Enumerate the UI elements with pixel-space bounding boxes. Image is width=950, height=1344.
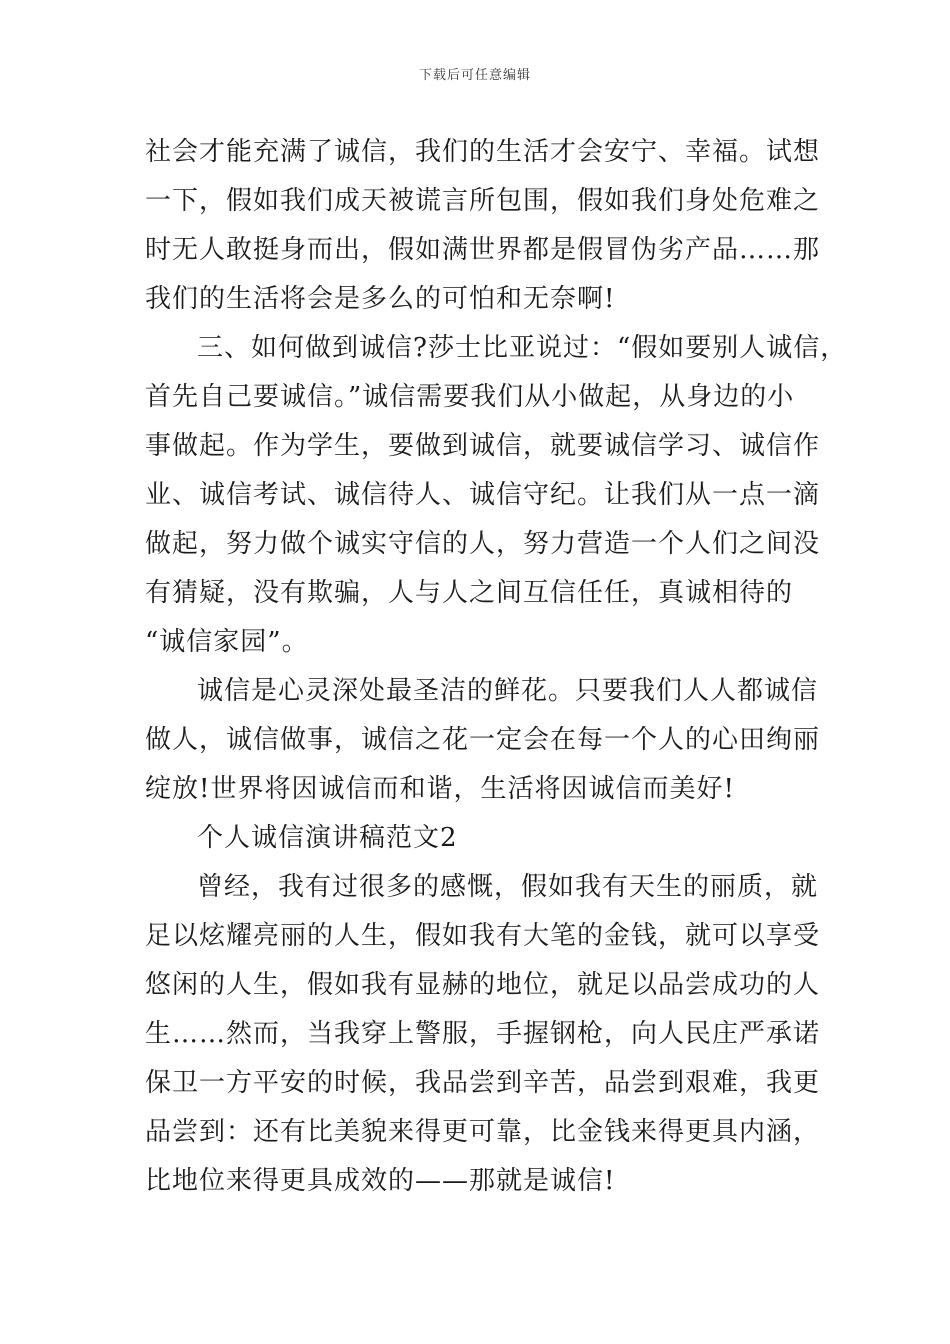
text-line: 我们的生活将会是多么的可怕和无奈啊! — [145, 284, 616, 314]
text-line: “诚信家园”。 — [145, 627, 309, 657]
paragraph-start-line: 曾经，我有过很多的感慨，假如我有天生的丽质，就 — [197, 872, 819, 902]
text-line: 做人，诚信做事，诚信之花一定会在每一个人的心田绚丽 — [145, 725, 821, 755]
text-line: 比地位来得更具成效的——那就是诚信! — [145, 1166, 616, 1196]
text-line: 首先自己要诚信。”诚信需要我们从小做起，从身边的小 — [145, 382, 795, 412]
text-line: 保卫一方平安的时候，我品尝到辛苦，品尝到艰难，我更 — [145, 1068, 821, 1098]
text-line: 足以炫耀亮丽的人生，假如我有大笔的金钱，就可以享受 — [145, 921, 821, 951]
text-line: 社会才能充满了诚信，我们的生活才会安宁、幸福。试想 — [145, 137, 821, 167]
text-line: 一下，假如我们成天被谎言所包围，假如我们身处危难之 — [145, 186, 821, 216]
text-line: 品尝到：还有比美貌来得更可靠，比金钱来得更具内涵， — [145, 1117, 821, 1147]
text-line: 绽放!世界将因诚信而和谐，生活将因诚信而美好! — [145, 774, 735, 804]
text-line: 做起，努力做个诚实守信的人，努力营造一个人们之间没 — [145, 529, 821, 559]
document-body — [145, 128, 848, 1206]
text-line: 时无人敢挺身而出，假如满世界都是假冒伪劣产品……那 — [145, 235, 821, 265]
text-line: 有猜疑，没有欺骗，人与人之间互信任任，真诚相待的 — [145, 578, 794, 608]
page-header: 下载后可任意编辑 — [418, 68, 531, 83]
text-line: 业、诚信考试、诚信待人、诚信守纪。让我们从一点一滴 — [145, 480, 821, 510]
section-title: 个人诚信演讲稿范文2 — [197, 823, 458, 853]
text-line: 悠闲的人生，假如我有显赫的地位，就足以品尝成功的人 — [145, 970, 821, 1000]
paragraph-start-line: 诚信是心灵深处最圣洁的鲜花。只要我们人人都诚信 — [197, 676, 819, 706]
text-line: 生……然而，当我穿上警服，手握钢枪，向人民庄严承诺 — [145, 1019, 821, 1049]
text-line: 事做起。作为学生，要做到诚信，就要诚信学习、诚信作 — [145, 431, 821, 461]
paragraph-start-line: 三、如何做到诚信?莎士比亚说过：“假如要别人诚信， — [197, 333, 848, 363]
